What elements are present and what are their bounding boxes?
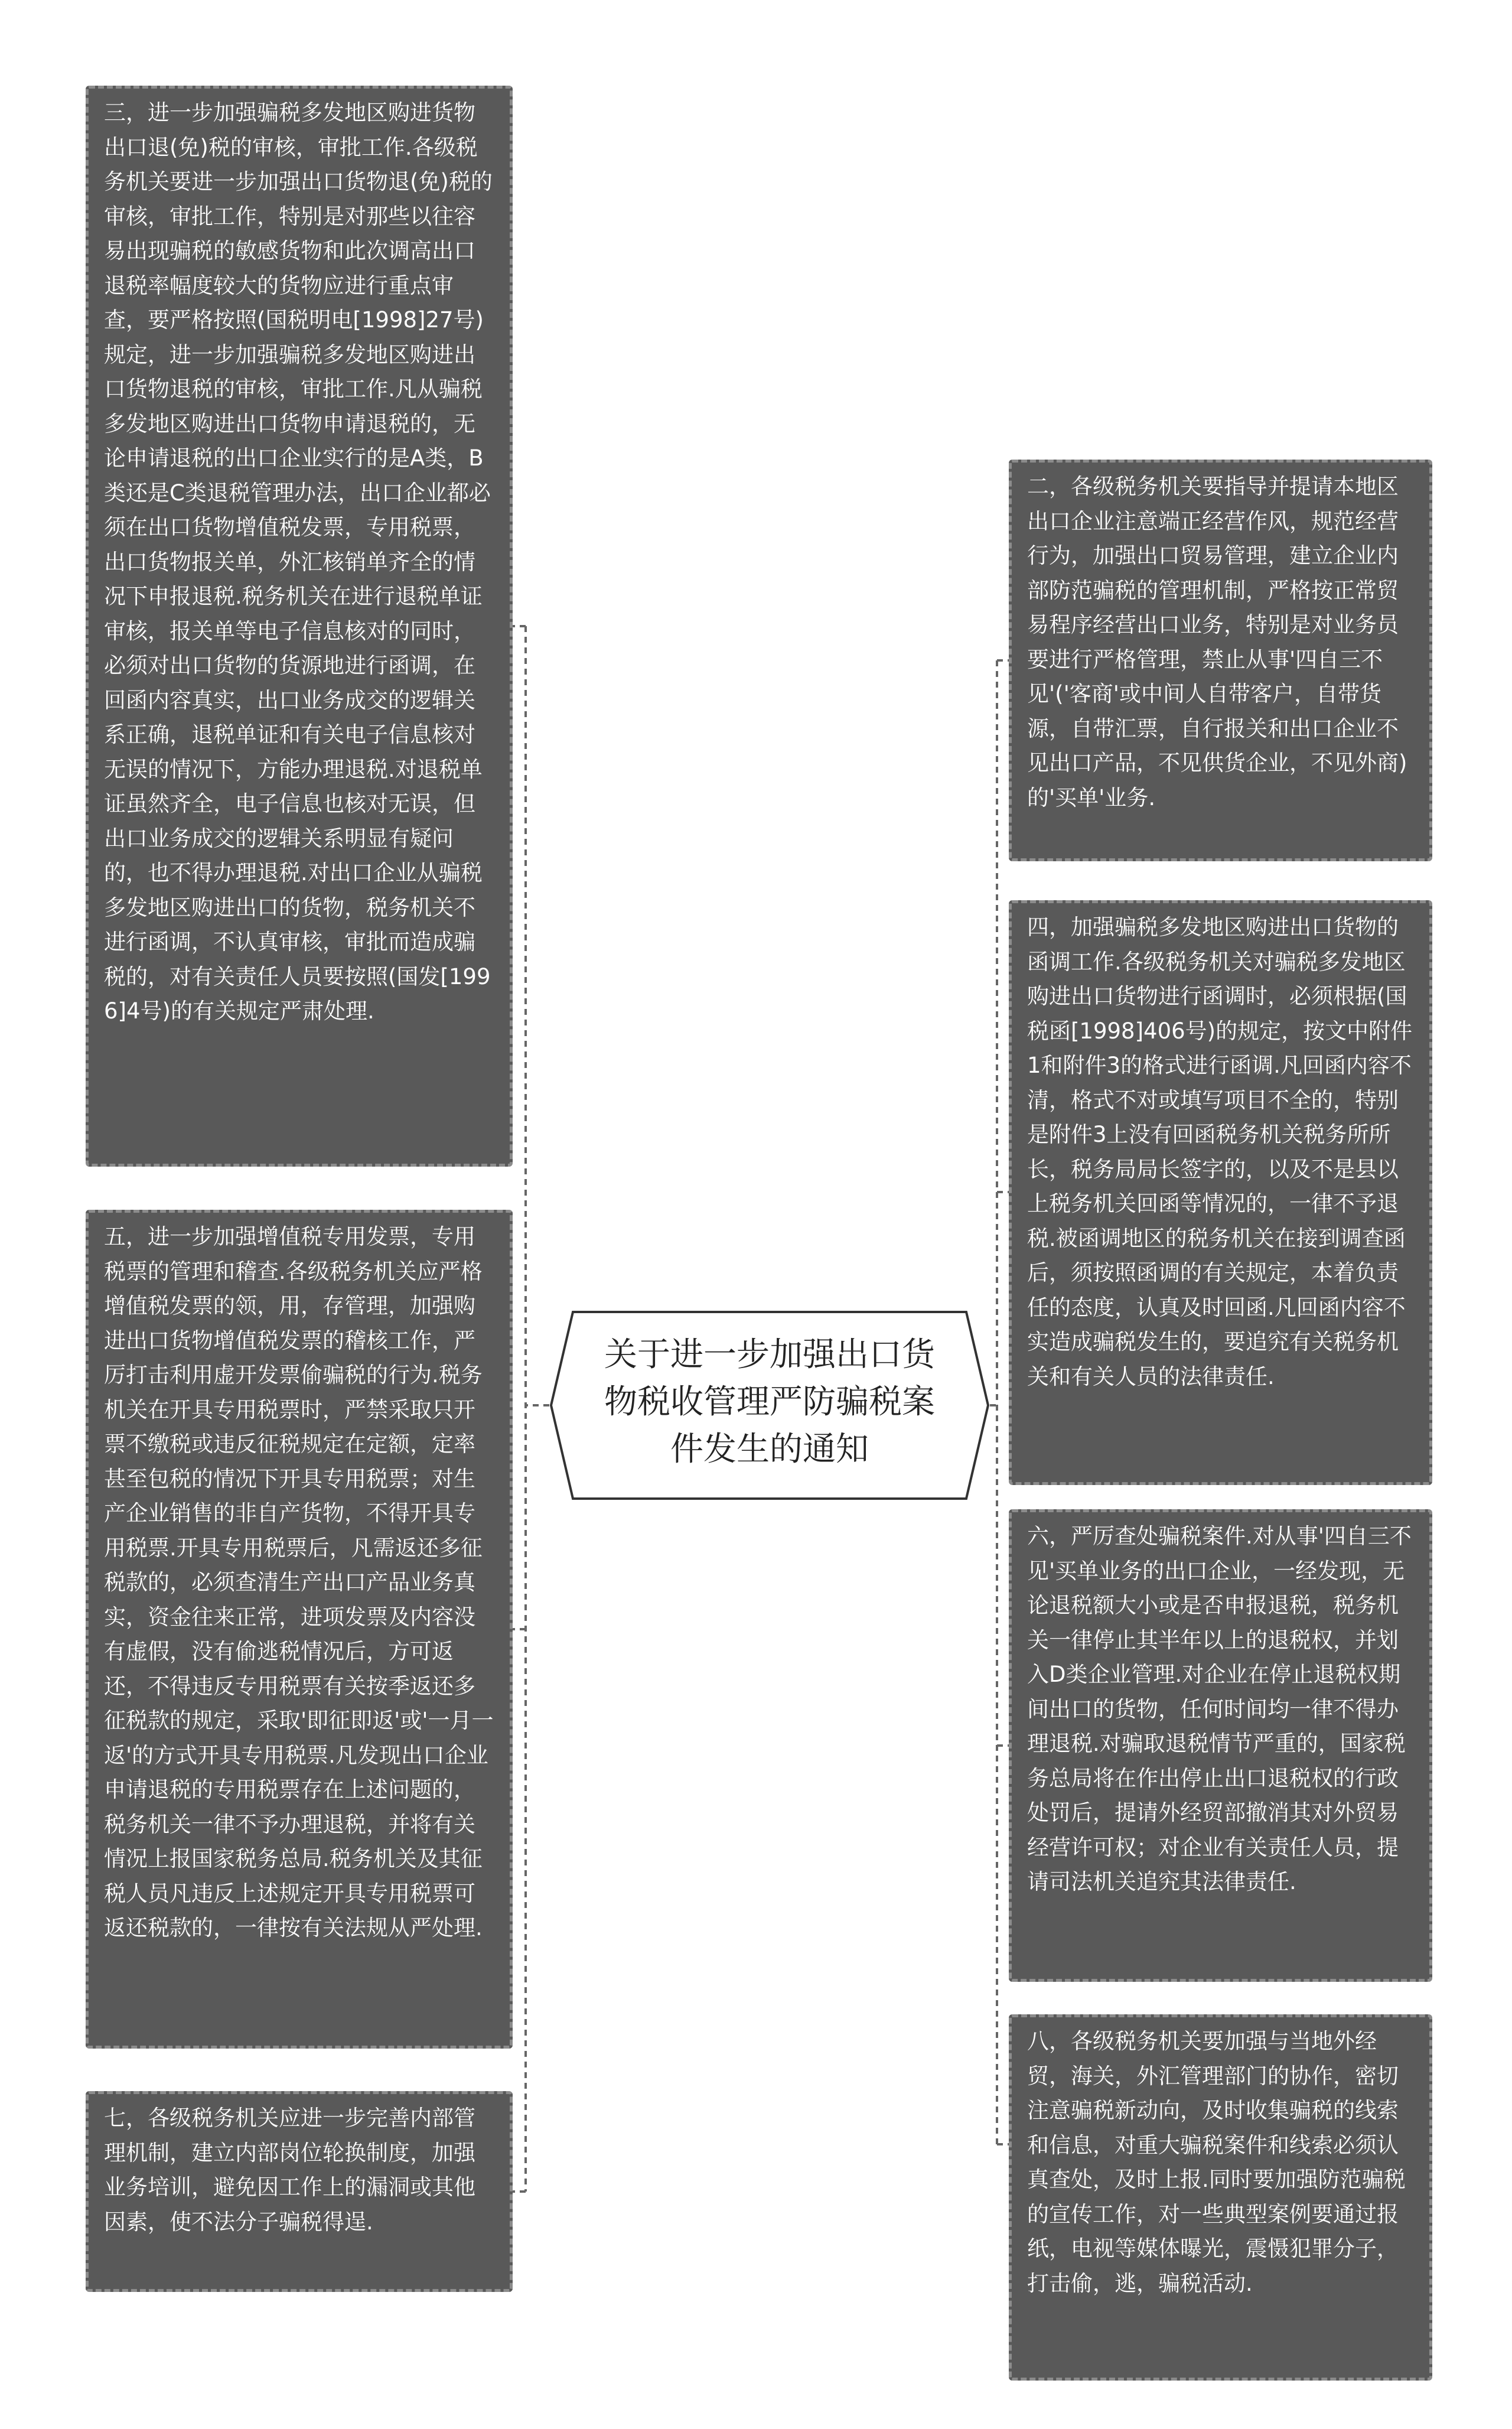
topic-node-7[interactable]	[86, 2091, 513, 2292]
topic-node-3-text: 三，进一步加强骗税多发地区购进货物出口退(免)税的审核，审批工作.各级税务机关要进一步加强出口货物退(免)税的审核，审批工作，特别是对那些以往容易出现骗税的敏感货物和此次调高出口退税率幅度较大的货物应进行重点审查，要严格按照(国税明电[1998]27号)规定，进一步加强骗税多发地区购进出口货物退税的审核，审批工作.凡从骗税多发地区购进出口货物申请退税的，无论申请退税的出口企业实行的是A类，B类还是C类退税管理办法，出口企业都必须在出口货物增值税发票，专用税票，出口货物报关单，外汇核销单齐全的情况下申报退税.税务机关在进行退税单证审核，报关单等电子信息核对的同时，必须对出口货物的货源地进行函调，在回函内容真实，出口业务成交的逻辑关系正确，退税单证和有关电子信息核对无误的情况下，方能办理退税.对退税单证虽然齐全，电子信息也核对无误，但出口业务成交的逻辑关系明显有疑问的，也不得办理退税.对出口企业从骗税多发地区购进出口的货物，税务机关不进行函调，不认真审核，审批而造成骗税的，对有关责任人员要按照(国发[1996]4号)的有关规定严肃处理.	[104, 100, 493, 1024]
topic-node-4-text: 四，加强骗税多发地区购进出口货物的函调工作.各级税务机关对骗税多发地区购进出口货物进行函调时，必须根据(国税函[1998]406号)的规定，按文中附件1和附件3的格式进行函调.凡回函内容不清，格式不对或填写项目不全的，特别是附件3上没有回函税务机关税务所所长，税务局局长签字的，以及不是县以上税务机关回函等情况的，一律不予退税.被函调地区的税务机关在接到调查函后，须按照函调的有关规定，本着负责任的态度，认真及时回函.凡回函内容不实造成骗税发生的，要追究有关税务机关和有关人员的法律责任.	[1027, 914, 1413, 1389]
topic-node-8-text: 八，各级税务机关要加强与当地外经贸，海关，外汇管理部门的协作，密切注意骗税新动向，及时收集骗税的线索和信息，对重大骗税案件和线索必须认真查处，及时上报.同时要加强防范骗税的宣传工作，对一些典型案例要通过报纸，电视等媒体曝光，震慑犯罪分子，打击偷，逃，骗税活动.	[1027, 2028, 1406, 2296]
topic-node-6[interactable]	[1009, 1509, 1432, 1982]
topic-node-6-text: 六，严厉查处骗税案件.对从事'四自三不见'买单业务的出口企业，一经发现，无论退税额大小或是否申报退税，税务机关一律停止其半年以上的退税权，并划入D类企业管理.对企业在停止退税权期间出口的货物，任何时间均一律不得办理退税.对骗取退税情节严重的，国家税务总局将在作出停止出口退税权的行政处罚后，提请外经贸部撤消其对外贸易经营许可权；对企业有关责任人员，提请司法机关追究其法律责任.	[1027, 1523, 1412, 1894]
connector-left-trunk	[526, 626, 549, 2192]
topic-node-5[interactable]	[86, 1210, 513, 2049]
central-topic[interactable]	[549, 1310, 990, 1500]
topic-node-4[interactable]	[1009, 900, 1432, 1485]
central-topic-title: 关于进一步加强出口货物税收管理严防骗税案件发生的通知	[604, 1336, 935, 1469]
topic-node-5-text: 五，进一步加强增值税专用发票，专用税票的管理和稽查.各级税务机关应严格增值税发票的领，用，存管理，加强购进出口货物增值税发票的稽核工作，严厉打击利用虚开发票偷骗税的行为.税务机关在开具专用税票时，严禁采取只开票不缴税或违反征税规定在定额，定率甚至包税的情况下开具专用税票；对生产企业销售的非自产货物，不得开具专用税票.开具专用税票后，凡需返还多征税款的，必须查清生产出口产品业务真实，资金往来正常，进项发票及内容没有虚假，没有偷逃税情况后，方可返还，不得违反专用税票有关按季返还多征税款的规定，采取'即征即返'或'一月一返'的方式开具专用税票.凡发现出口企业申请退税的专用税票存在上述问题的，税务机关一律不予办理退税，并将有关情况上报国家税务总局.税务机关及其征税人员凡违反上述规定开具专用税票可返还税款的，一律按有关法规从严处理.	[104, 1224, 494, 1940]
topic-node-8[interactable]	[1009, 2014, 1432, 2381]
topic-node-2-text: 二，各级税务机关要指导并提请本地区出口企业注意端正经营作风，规范经营行为，加强出口贸易管理，建立企业内部防范骗税的管理机制，严格按正常贸易程序经营出口业务，特别是对业务员要进行严格管理，禁止从事'四自三不见'('客商'或中间人自带客户，自带货源，自带汇票，自行报关和出口企业不见出口产品，不见供货企业，不见外商)的'买单'业务.	[1027, 474, 1407, 810]
topic-node-3[interactable]	[86, 86, 513, 1167]
topic-node-7-text: 七，各级税务机关应进一步完善内部管理机制，建立内部岗位轮换制度，加强业务培训，避免因工作上的漏洞或其他因素，使不法分子骗税得逞.	[104, 2105, 475, 2235]
topic-node-2[interactable]	[1009, 460, 1432, 861]
connector-right-trunk	[990, 660, 997, 2144]
